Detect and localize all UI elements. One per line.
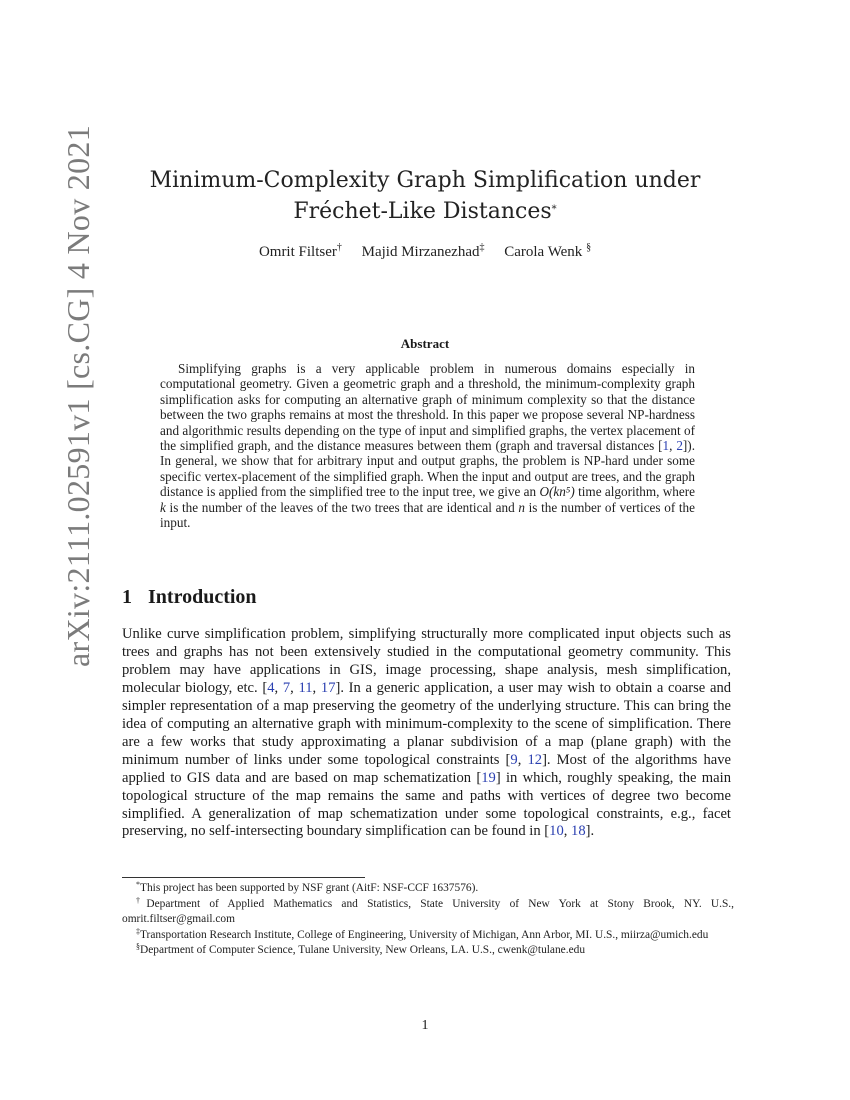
author: Carola Wenk § (504, 242, 592, 260)
author-list (100, 244, 750, 261)
citation-link[interactable]: 12 (527, 751, 543, 768)
complexity-expression: O(kn⁵) (539, 484, 575, 500)
footnote: §Department of Computer Science, Tulane University, New Orleans, LA. U.S., cwenk@tulane.edu (136, 942, 586, 956)
footnote: †Department of Applied Mathematics and Statistics, State University of New York at Stony Brook, NY. U.S., omrit.filtser@gmail.com (122, 895, 734, 925)
citation-link[interactable]: 7 (282, 679, 291, 696)
introduction-paragraph: Unlike curve simplification problem, simplifying structurally more complicated input objects such as trees and graphs has not been extensively studied in the computational geometry community. This problem may have applications in GIS, image processing, shape analysis, mesh simplification, molecular biology, etc. [4, 7, 11, 17]. In a generic application, a user may wish to obtain a coarse and simpler representation of a map preserving the geometry of the underlying structure. This can bring the idea of computing an alternative graph with minimum-complexity to the scene of simplification. There are a few works that study approximating a planar subdivision of a map (plane graph) with the minimum number of links under some topological constraints [9, 12]. Most of the algorithms have applied to GIS data and are based on map schematization [19] in which, roughly speaking, the main topological structure of the map remains the same and paths with vertices of degree two become simplified. A generalization of map schematization under some topological constraints, e.g., facet preserving, no self-intersecting boundary simplification can be found in [10, 18]. (122, 626, 732, 840)
citation-link[interactable]: 2 (676, 438, 683, 454)
citation-link[interactable]: 18 (571, 823, 586, 840)
citation-link[interactable]: 19 (481, 769, 496, 786)
section-heading (122, 586, 257, 609)
citation-link[interactable]: 4 (267, 679, 275, 696)
abstract-heading: Abstract (400, 336, 450, 351)
citation-link[interactable]: 10 (549, 823, 564, 840)
title-footnote-mark: * (551, 204, 557, 215)
citation-link[interactable]: 9 (510, 751, 518, 768)
title-text: Minimum-Complexity Graph Simplification under Fréchet-Like Distances (149, 168, 701, 224)
author: Omrit Filtser† (258, 242, 342, 260)
footnote-divider (122, 877, 365, 878)
footnote: *This project has been supported by NSF grant (AitF: NSF-CCF 1637576). (136, 880, 479, 894)
section-number: 1 (122, 586, 132, 608)
page-number: 1 (421, 1018, 429, 1033)
footnote: ‡Transportation Research Institute, College of Engineering, University of Michigan, Ann Arbor, MI. U.S., miirza@umich.edu (136, 926, 709, 941)
abstract-text: Simplifying graphs is a very applicable problem in numerous domains especially in computational geometry. Given a geometric graph and a threshold, the minimum-complexity graph simplification asks for computing an alternative graph of minimum complexity so that the distance between the two graphs remains at most the threshold. In this paper we propose several NP-hardness and algorithmic results depending on the type of input and simplified graphs, the vertex placement of the simplified graph, and the distance measures between them (graph and traversal distances [1, 2]). In general, we show that for arbitrary input and output graphs, the problem is NP-hard under some specific vertex-placement of the simplified graph. When the input and output are trees, and the graph distance is applied from the simplified tree to the input tree, we give an O(kn⁵) time algorithm, where k is the number of the leaves of the two trees that are identical and n is the number of vertices of the input. (160, 361, 695, 531)
section-title: Introduction (148, 586, 257, 608)
footnotes (122, 881, 734, 959)
citation-link[interactable]: 1 (662, 438, 670, 454)
arxiv-stamp (4, 124, 96, 667)
paper-title (100, 165, 750, 227)
citation-link[interactable]: 11 (298, 679, 313, 696)
citation-link[interactable]: 17 (320, 679, 336, 696)
arxiv-id: arXiv:2111.02591v1 [cs.CG] 4 Nov 2021 (60, 124, 96, 667)
author: Majid Mirzanezhad‡ (361, 242, 485, 260)
